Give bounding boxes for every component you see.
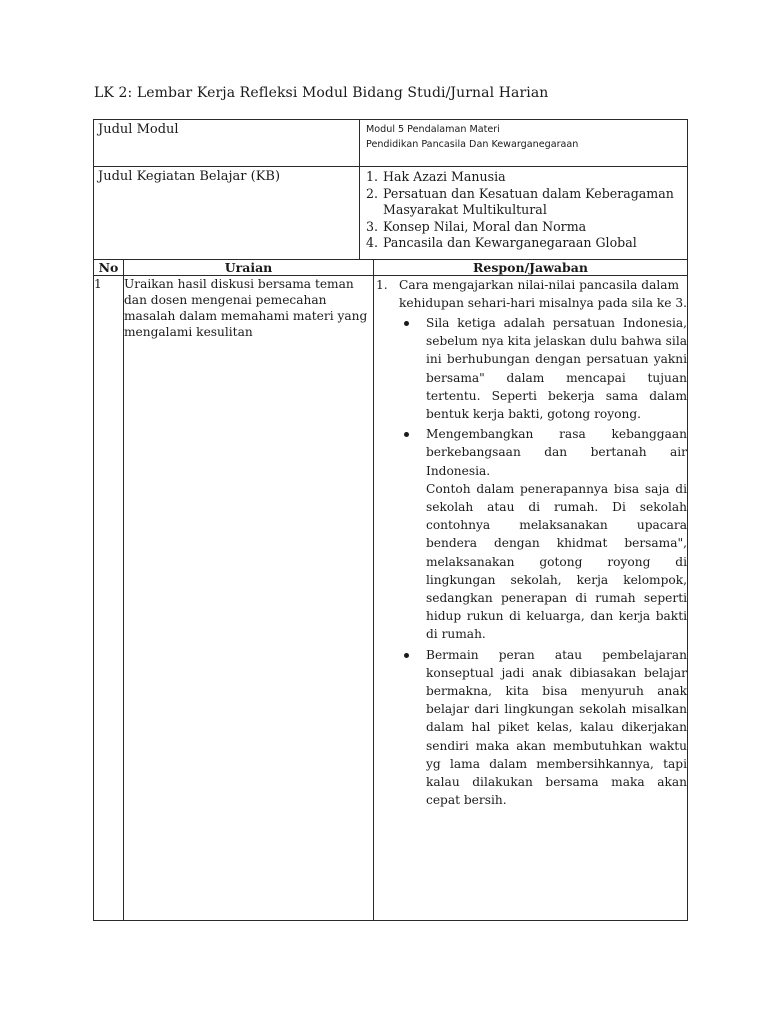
kb-row — [94, 167, 688, 260]
response-bullets — [374, 314, 687, 809]
response-bullet — [399, 646, 687, 810]
header-respon: Respon/Jawaban — [374, 260, 688, 276]
reflection-table — [93, 259, 688, 921]
bullet-text: Bermain peran atau pembelajaran konseptual jadi anak dibiasakan belajar bermakna, kita bisa menyuruh anak belajar dari lingkungan sekolah misalkan dalam hal piket kelas, kalau dikerjakan sendiri maka akan membutuhkan waktu yg lama dalam membersihkannya, tapi kalau dilakukan bersama maka akan cepat bersih. — [426, 647, 687, 808]
kb-item-number: 1. — [366, 169, 379, 184]
table-row — [94, 276, 688, 921]
header-uraian: Uraian — [124, 260, 374, 276]
kb-item-text: Pancasila dan Kewarganegaraan Global — [383, 235, 637, 250]
kb-item-text: Hak Azazi Manusia — [383, 169, 506, 184]
kb-label: Judul Kegiatan Belajar (KB) — [94, 167, 360, 260]
kb-item — [366, 186, 681, 219]
response-item — [374, 276, 687, 312]
modul-line: Modul 5 Pendalaman Materi — [366, 124, 500, 135]
response-bullet — [399, 314, 687, 423]
row-number: 1 — [94, 276, 124, 921]
kb-item-number: 4. — [366, 235, 379, 250]
kb-item-number: 2. — [366, 185, 379, 201]
modul-row — [94, 120, 688, 167]
kb-item — [366, 235, 681, 252]
table-header-row — [94, 260, 688, 276]
modul-label: Judul Modul — [94, 120, 360, 167]
bullet-icon — [404, 653, 409, 658]
modul-value — [360, 120, 688, 167]
kb-list — [366, 169, 681, 252]
row-uraian: Uraikan hasil diskusi bersama teman dan dosen mengenai pemecahan masalah dalam memahami materi yang mengalami kesulitan — [124, 276, 374, 921]
header-no: No — [94, 260, 124, 276]
kb-value — [360, 167, 688, 260]
bullet-icon — [404, 432, 409, 437]
page-title: LK 2: Lembar Kerja Refleksi Modul Bidang Studi/Jurnal Harian — [94, 85, 549, 101]
row-respon — [374, 276, 688, 921]
response-bullet — [399, 425, 687, 643]
kb-item — [366, 169, 681, 186]
kb-item-text: Persatuan dan Kesatuan dalam Keberagaman Masyarakat Multikultural — [383, 185, 674, 217]
bullet-icon — [404, 321, 409, 326]
bullet-text: Sila ketiga adalah persatuan Indonesia, sebelum nya kita jelaskan dulu bahwa sila ini berhubungan dengan persatuan yakni bersama" dalam mencapai tujuan tertentu. Seperti bekerja sama dalam bentuk kerja bakti, gotong royong. — [426, 316, 687, 422]
module-info-table — [93, 119, 688, 260]
kb-item-number: 3. — [366, 218, 379, 234]
bullet-extra-text: Contoh dalam penerapannya bisa saja di sekolah atau di rumah. Di sekolah contohnya melaksanakan upacara bendera dengan khidmat bersama", melaksanakan gotong royong di lingkungan sekolah, kerja kelompok, sedangkan penerapan di rumah seperti hidup rukun di keluarga, dan kerja bakti di rumah. — [426, 481, 687, 642]
kb-item-text: Konsep Nilai, Moral dan Norma — [383, 218, 587, 234]
modul-line: Pendidikan Pancasila Dan Kewarganegaraan — [366, 139, 579, 150]
kb-item — [366, 219, 681, 236]
response-number: 1. — [376, 278, 388, 292]
bullet-text: Mengembangkan rasa kebanggaan berkebangsaan dan bertanah air Indonesia. — [426, 427, 687, 478]
response-intro: Cara mengajarkan nilai-nilai pancasila dalam kehidupan sehari-hari misalnya pada sila ke 3. — [399, 278, 687, 310]
